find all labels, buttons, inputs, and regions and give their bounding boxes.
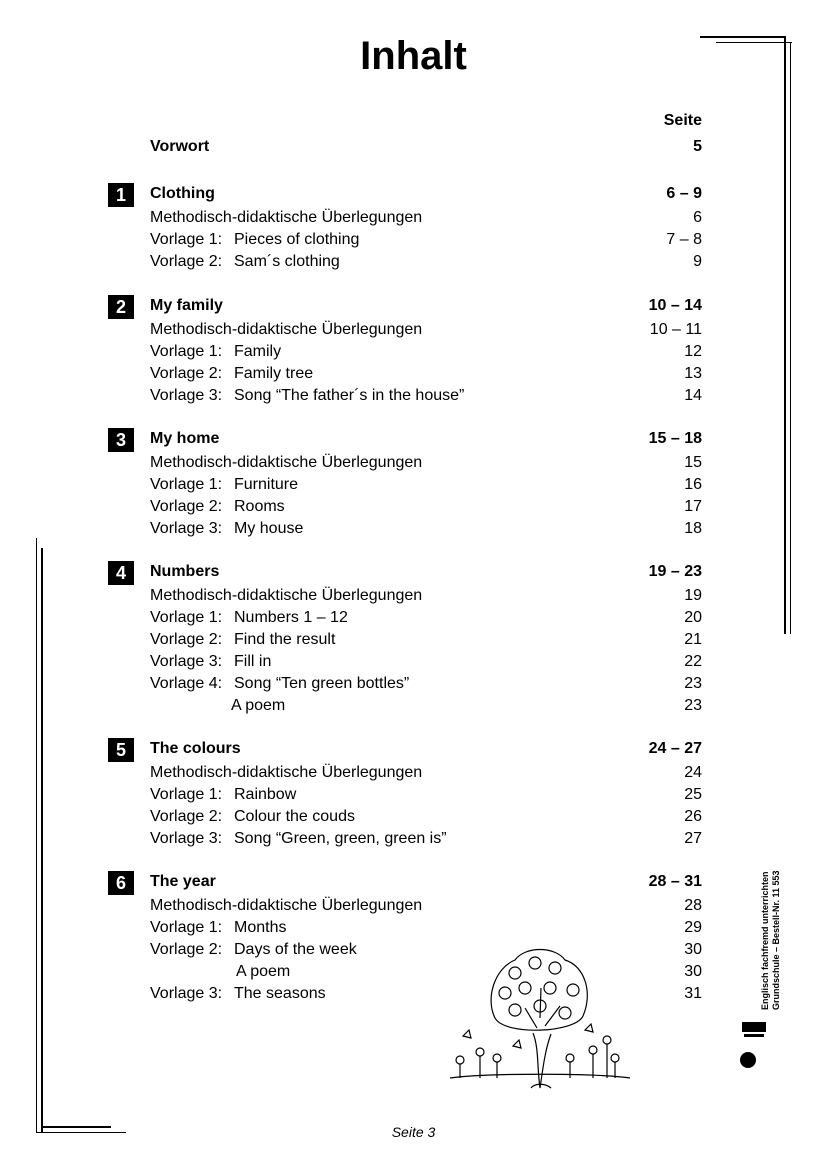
chapter-title: Numbers [150, 563, 220, 580]
chapter-title: The year [150, 873, 216, 890]
toc-entry-label: Methodisch-didaktische Überlegungen [150, 764, 423, 781]
toc-entry-prefix: Vorlage 4: [150, 675, 223, 692]
chapter-heading-row[interactable] [108, 295, 702, 317]
toc-entry-label: Song “Ten green bottles” [234, 675, 410, 692]
toc-entry-page: 16 [684, 476, 702, 493]
publisher-logo-icon [738, 1018, 766, 1070]
toc-entry-label: Methodisch-didaktische Überlegungen [150, 321, 423, 338]
toc-entry-label: Song “Green, green, green is” [234, 830, 447, 847]
toc-entry-prefix: Vorlage 1: [150, 476, 223, 493]
chapter-heading-row[interactable] [108, 428, 702, 450]
toc-entry[interactable] [108, 695, 702, 717]
toc-entry-page: 22 [684, 653, 702, 670]
toc-entry-label: Methodisch-didaktische Überlegungen [150, 454, 423, 471]
chapter-pages: 24 – 27 [648, 740, 702, 757]
toc-entry-prefix: Vorlage 3: [150, 985, 223, 1002]
page-title: Inhalt [360, 34, 467, 78]
toc-entry-page: 28 [684, 897, 702, 914]
preface-label: Vorwort [150, 138, 210, 155]
toc-entry-page: 19 [684, 587, 702, 604]
toc-entry-label: Months [234, 919, 287, 936]
apple-tree-icon [445, 938, 635, 1098]
preface-page: 5 [693, 138, 702, 155]
toc-entry-label: Rainbow [234, 786, 297, 803]
toc-entry-page: 26 [684, 808, 702, 825]
chapter-heading-row[interactable] [108, 871, 702, 893]
toc-entry-prefix: Vorlage 1: [150, 231, 223, 248]
frame-line-right-2 [790, 42, 791, 634]
toc-entry-prefix: Vorlage 3: [150, 520, 223, 537]
toc-entry-label: Family tree [234, 365, 314, 382]
toc-entry[interactable] [108, 496, 702, 518]
side-publication-info [760, 830, 782, 1010]
toc-entry-page: 30 [684, 963, 702, 980]
toc-entry[interactable] [108, 518, 702, 540]
toc-entry-page: 20 [684, 609, 702, 626]
toc-entry-page: 10 – 11 [649, 321, 702, 338]
chapter-title: My family [150, 297, 223, 314]
side-text-line-2: Grundschule – Bestell-Nr. 11 553 [771, 870, 781, 1010]
toc-entry-prefix: Vorlage 2: [150, 498, 223, 515]
toc-entry[interactable] [108, 207, 702, 229]
toc-entry[interactable] [108, 607, 702, 629]
toc-entry-page: 13 [684, 365, 702, 382]
toc-entry-page: 15 [684, 454, 702, 471]
toc-entry-prefix: Vorlage 2: [150, 365, 223, 382]
frame-line-left-1 [36, 538, 37, 1132]
toc-entry-page: 9 [693, 253, 702, 270]
chapter-heading-row[interactable] [108, 183, 702, 205]
toc-entry[interactable] [108, 385, 702, 407]
toc-entry[interactable] [108, 806, 702, 828]
toc-entry-label: Sam´s clothing [234, 253, 340, 270]
toc-entry-prefix: Vorlage 3: [150, 653, 223, 670]
page-column-header-row [108, 110, 702, 132]
chapter-pages: 6 – 9 [666, 185, 702, 202]
toc-entry-label: Colour the couds [234, 808, 355, 825]
toc-entry-prefix: Vorlage 2: [150, 808, 223, 825]
toc-entry-page: 23 [684, 675, 702, 692]
chapter-title: The colours [150, 740, 241, 757]
toc-entry[interactable] [108, 251, 702, 273]
toc-entry-page: 25 [684, 786, 702, 803]
chapter-number-box: 1 [108, 183, 134, 207]
toc-entry-label: Methodisch-didaktische Überlegungen [150, 209, 423, 226]
chapter-number-box: 4 [108, 561, 134, 585]
toc-entry-label: Find the result [234, 631, 336, 648]
toc-entry-page: 14 [684, 387, 702, 404]
toc-entry-page: 31 [684, 985, 702, 1002]
toc-entry[interactable] [108, 319, 702, 341]
toc-entry[interactable] [108, 762, 702, 784]
toc-entry-prefix: Vorlage 3: [150, 830, 223, 847]
toc-entry-prefix: Vorlage 3: [150, 387, 223, 404]
toc-entry[interactable] [108, 629, 702, 651]
chapter-pages: 10 – 14 [648, 297, 702, 314]
preface-row[interactable] [108, 136, 702, 158]
toc-entry[interactable] [108, 474, 702, 496]
chapter-number-box: 3 [108, 428, 134, 452]
publisher-logo [738, 1018, 766, 1075]
chapter-number-box: 5 [108, 738, 134, 762]
toc-entry[interactable] [108, 341, 702, 363]
toc-entry-label: Pieces of clothing [234, 231, 360, 248]
toc-entry-label: Numbers 1 – 12 [234, 609, 348, 626]
toc-entry-label: The seasons [234, 985, 326, 1002]
frame-line-left-2 [41, 548, 43, 1132]
toc-entry-prefix: Vorlage 1: [150, 343, 223, 360]
toc-entry-label: Fill in [234, 653, 272, 670]
toc-entry-label: Days of the week [234, 941, 357, 958]
toc-entry-page: 29 [684, 919, 702, 936]
toc-entry-label: Methodisch-didaktische Überlegungen [150, 897, 423, 914]
toc-entry[interactable] [108, 651, 702, 673]
toc-entry-label: Rooms [234, 498, 285, 515]
chapter-number-box: 2 [108, 295, 134, 319]
toc-entry-page: 18 [684, 520, 702, 537]
toc-entry-prefix: Vorlage 2: [150, 631, 223, 648]
toc-entry-page: 23 [684, 697, 702, 714]
page-footer: Seite 3 [391, 1124, 436, 1140]
toc-entry-label: A poem [236, 963, 291, 980]
toc-entry-prefix: Vorlage 1: [150, 609, 223, 626]
toc-entry-label: Furniture [234, 476, 299, 493]
toc-entry-prefix: Vorlage 2: [150, 253, 223, 270]
chapter-heading-row[interactable] [108, 561, 702, 583]
toc-entry-page: 30 [684, 941, 702, 958]
chapter-heading-row[interactable] [108, 738, 702, 760]
toc-entry[interactable] [108, 673, 702, 695]
toc-entry[interactable] [108, 452, 702, 474]
toc-entry-prefix: Vorlage 1: [150, 919, 223, 936]
chapter-title: My home [150, 430, 220, 447]
toc-entry[interactable] [108, 784, 702, 806]
toc-entry[interactable] [108, 895, 702, 917]
toc-entry[interactable] [108, 229, 702, 251]
side-text-line-1: Englisch fachfremd unterrichten [760, 871, 770, 1010]
chapter-pages: 28 – 31 [648, 873, 702, 890]
toc-entry-label: My house [234, 520, 304, 537]
chapter-number-box: 6 [108, 871, 134, 895]
toc-entry-label: A poem [231, 697, 286, 714]
toc-entry-page: 17 [684, 498, 702, 515]
chapter-title: Clothing [150, 185, 215, 202]
toc-entry-page: 6 [693, 209, 702, 226]
toc-entry-label: Family [234, 343, 282, 360]
chapter-pages: 19 – 23 [648, 563, 702, 580]
toc-entry[interactable] [108, 917, 702, 939]
toc-entry[interactable] [108, 585, 702, 607]
toc-entry-page: 27 [684, 830, 702, 847]
toc-entry-label: Song “The father´s in the house” [234, 387, 465, 404]
toc-entry-page: 12 [684, 343, 702, 360]
toc-entry[interactable] [108, 828, 702, 850]
frame-line-right-1 [784, 36, 786, 634]
chapter-pages: 15 – 18 [648, 430, 702, 447]
toc-entry-page: 7 – 8 [666, 231, 702, 248]
toc-entry-page: 24 [684, 764, 702, 781]
page-column-header: Seite [663, 112, 702, 129]
toc-entry-label: Methodisch-didaktische Überlegungen [150, 587, 423, 604]
toc-entry-prefix: Vorlage 2: [150, 941, 223, 958]
toc-entry[interactable] [108, 363, 702, 385]
toc-entry-prefix: Vorlage 1: [150, 786, 223, 803]
toc-entry-page: 21 [684, 631, 702, 648]
